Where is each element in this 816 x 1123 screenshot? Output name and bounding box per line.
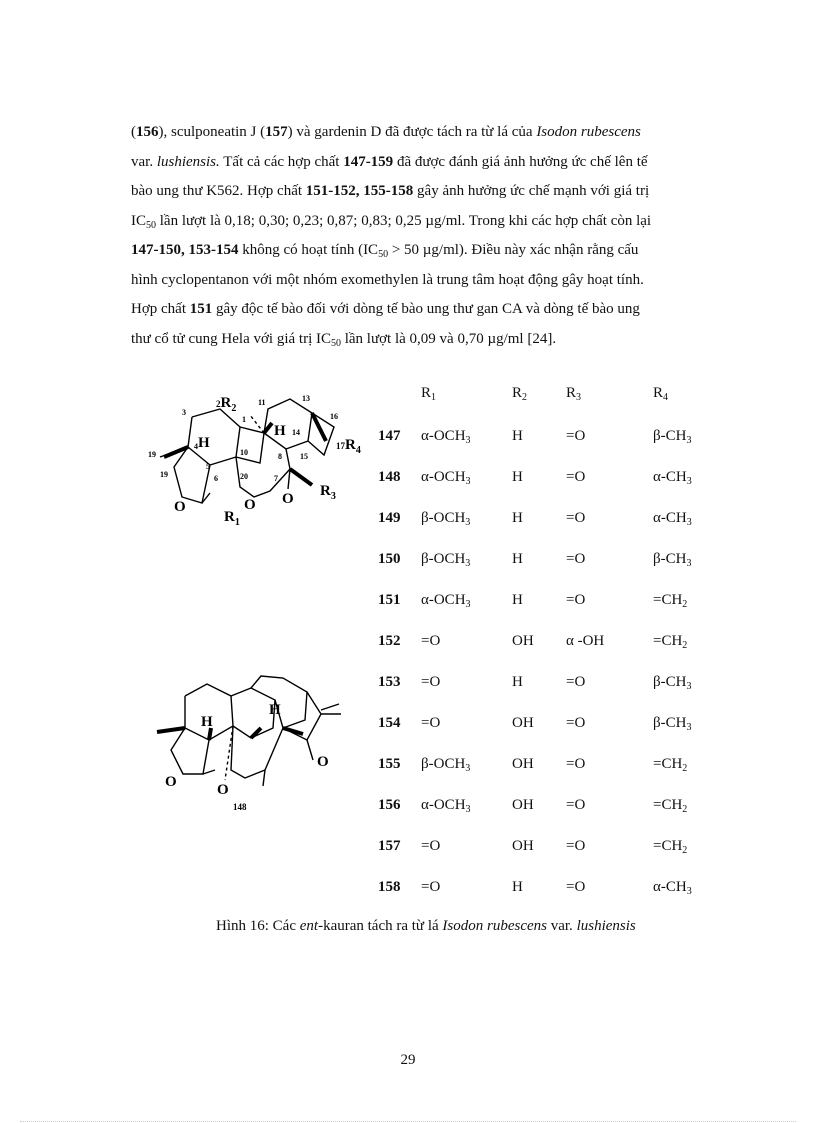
oxygen-b: O <box>244 497 256 513</box>
cell-r1: $\beta-OCH_3$ <box>421 510 471 528</box>
cell-r2: H <box>512 469 523 485</box>
cell-r2: H <box>512 674 523 690</box>
atom-20: 20 <box>240 472 248 481</box>
body-paragraph <box>131 118 741 354</box>
compound-label-148: 148 <box>233 802 247 812</box>
para-line-7: Hợp chất 151 gây độc tế bào đối với dòng tế bào ung thư gan CA và dòng tế bào ung <box>131 301 640 317</box>
h-label-b: H <box>274 423 286 439</box>
cell-num: 147 <box>378 428 401 444</box>
page-bottom-border <box>20 1121 796 1122</box>
chemical-structure-148 <box>145 670 375 820</box>
cell-r3: =O <box>566 551 586 567</box>
cell-r1: =O <box>421 838 441 854</box>
atom-5: 5 <box>206 462 210 471</box>
header-r1: $R_1$ <box>421 385 437 403</box>
cell-r4: $=CH_2$ <box>653 797 688 815</box>
cell-num: 152 <box>378 633 401 649</box>
atom-19: 19 <box>148 450 156 459</box>
atom-4: 4 <box>194 442 198 451</box>
cell-r3: =O <box>566 879 586 895</box>
oxygen-a: O <box>174 499 186 515</box>
cell-r4: $\beta-CH_3$ <box>653 674 692 692</box>
para-line-1: (156), sculponeatin J (157) và gardenin D đã được tách ra từ lá của Isodon rubescens <box>131 124 641 140</box>
atom-15: 15 <box>300 452 308 461</box>
r2-label: $2R_2$ <box>216 395 237 414</box>
cell-num: 158 <box>378 879 401 895</box>
para-line-3: bào ung thư K562. Hợp chất 151-152, 155-158 gây ảnh hưởng ức chế mạnh với giá trị <box>131 183 650 199</box>
cell-r4: $=CH_2$ <box>653 633 688 651</box>
oxygen-b: O <box>217 782 229 798</box>
cell-r2: H <box>512 551 523 567</box>
cell-r3: =O <box>566 469 586 485</box>
cell-r4: $\alpha-CH_3$ <box>653 510 692 528</box>
para-line-2: var. lushiensis. Tất cả các hợp chất 147-159 đã được đánh giá ảnh hưởng ức chế lên tế <box>131 153 648 170</box>
cell-r3: =O <box>566 510 586 526</box>
cell-r4: $=CH_2$ <box>653 838 688 856</box>
cell-num: 153 <box>378 674 401 690</box>
cell-r4: $\beta-CH_3$ <box>653 715 692 733</box>
cell-num: 157 <box>378 838 401 854</box>
atom-6: 6 <box>214 474 218 483</box>
atom-19b: 19 <box>160 470 168 479</box>
r1-label: $R_1$ <box>224 509 240 528</box>
header-r4: $R_4$ <box>653 385 669 403</box>
header-r3: $R_3$ <box>566 385 582 403</box>
header-r2: $R_2$ <box>512 385 528 403</box>
atom-14: 14 <box>292 428 300 437</box>
atom-1: 1 <box>242 415 246 424</box>
atom-8: 8 <box>278 452 282 461</box>
para-line-5: 147-150, 153-154 không có hoạt tính ($IC_{50} > 50$ µg/ml). Điều này xác nhận rằng cấu <box>131 242 639 260</box>
cell-r1: =O <box>421 715 441 731</box>
cell-r2: OH <box>512 633 534 649</box>
cell-num: 150 <box>378 551 401 567</box>
cell-r3: =O <box>566 756 586 772</box>
cell-r1: =O <box>421 879 441 895</box>
r3-label: $R_3$ <box>320 483 336 502</box>
cell-r3: =O <box>566 715 586 731</box>
h-label-b: H <box>269 702 281 718</box>
cell-num: 149 <box>378 510 401 526</box>
para-line-8: thư cổ tử cung Hela với giá trị $IC_{50}$ lần lượt là 0,09 và 0,70 µg/ml [24]. <box>131 330 557 349</box>
cell-r4: $=CH_2$ <box>653 756 688 774</box>
cell-r4: $\alpha-CH_3$ <box>653 879 692 897</box>
cell-r4: $\alpha-CH_3$ <box>653 469 692 487</box>
oxygen-a: O <box>165 774 177 790</box>
cell-r1: =O <box>421 674 441 690</box>
cell-r2: OH <box>512 756 534 772</box>
cell-r3: =O <box>566 838 586 854</box>
cell-r2: H <box>512 592 523 608</box>
cell-r4: $=CH_2$ <box>653 592 688 610</box>
chemical-structure-general <box>140 385 380 535</box>
cell-r2: H <box>512 879 523 895</box>
cell-r1: $\alpha-OCH_3$ <box>421 469 471 487</box>
cell-r2: OH <box>512 715 534 731</box>
atom-3: 3 <box>182 408 186 417</box>
cell-r2: H <box>512 428 523 444</box>
figure-caption: Hình 16: Các ent-kauran tách ra từ lá Isodon rubescens var. lushiensis <box>216 918 636 934</box>
h-label-a: H <box>201 714 213 730</box>
atom-11: 11 <box>258 398 266 407</box>
cell-num: 148 <box>378 469 401 485</box>
cell-num: 151 <box>378 592 401 608</box>
atom-7: 7 <box>274 474 278 483</box>
h-label-a: H <box>198 435 210 451</box>
cell-r1: $\alpha-OCH_3$ <box>421 797 471 815</box>
oxygen-c: O <box>317 754 329 770</box>
cell-r1: $\alpha-OCH_3$ <box>421 428 471 446</box>
cell-r2: H <box>512 510 523 526</box>
r4-label: $17R_4$ <box>336 437 361 456</box>
cell-r1: $\beta-OCH_3$ <box>421 551 471 569</box>
atom-16: 16 <box>330 412 338 421</box>
cell-r2: OH <box>512 838 534 854</box>
cell-r4: $\beta-CH_3$ <box>653 551 692 569</box>
cell-r3: α -OH <box>566 633 605 649</box>
page-number: 29 <box>400 1052 416 1068</box>
cell-r1: =O <box>421 633 441 649</box>
cell-r3: =O <box>566 674 586 690</box>
para-line-4: $IC_{50}$ lần lượt là 0,18; 0,30; 0,23; 0,87; 0,83; 0,25 µg/ml. Trong khi các hợp chất còn lại <box>131 212 652 231</box>
atom-13: 13 <box>302 394 310 403</box>
cell-r3: =O <box>566 428 586 444</box>
cell-r3: =O <box>566 592 586 608</box>
atom-10: 10 <box>240 448 248 457</box>
para-line-6: hình cyclopentanon với một nhóm exomethylen là trung tâm hoạt động gây hoạt tính. <box>131 271 644 288</box>
cell-num: 154 <box>378 715 401 731</box>
cell-num: 156 <box>378 797 401 813</box>
cell-r1: $\beta-OCH_3$ <box>421 756 471 774</box>
cell-r2: OH <box>512 797 534 813</box>
cell-r4: $\beta-CH_3$ <box>653 428 692 446</box>
oxygen-c: O <box>282 491 294 507</box>
cell-r1: $\alpha-OCH_3$ <box>421 592 471 610</box>
cell-r3: =O <box>566 797 586 813</box>
cell-num: 155 <box>378 756 401 772</box>
